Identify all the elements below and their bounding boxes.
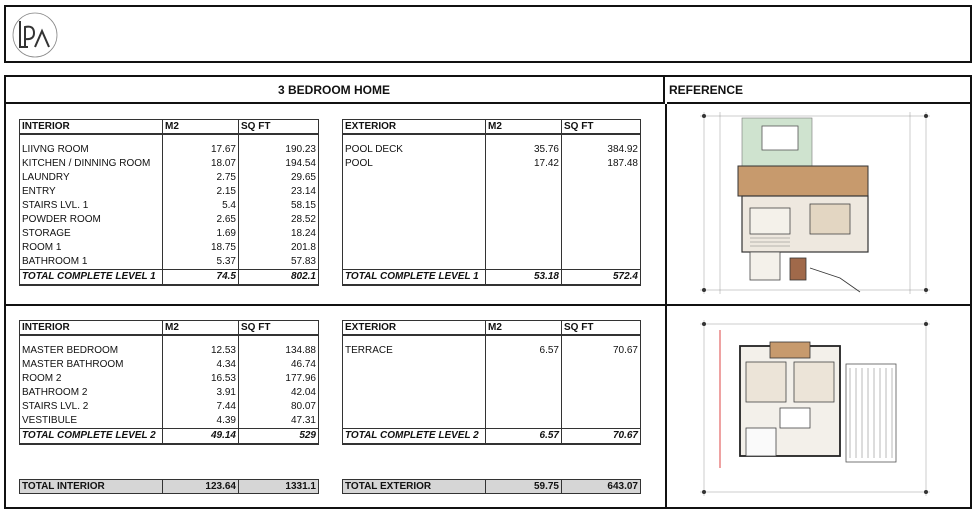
- room-m2: 2.75: [163, 171, 239, 185]
- empty-cell: [486, 358, 562, 372]
- empty-cell: [343, 213, 486, 227]
- empty-cell: [562, 171, 641, 185]
- room-name: MASTER BATHROOM: [20, 358, 163, 372]
- empty-row: [343, 358, 641, 372]
- room-m2: 35.76: [486, 143, 562, 157]
- empty-cell: [343, 227, 486, 241]
- empty-cell: [343, 255, 486, 270]
- empty-row: [343, 199, 641, 213]
- empty-cell: [562, 213, 641, 227]
- header-bar: [4, 5, 972, 63]
- level2-interior-table: [19, 320, 319, 445]
- empty-row: [343, 227, 641, 241]
- room-sqft: 47.31: [239, 414, 319, 429]
- room-sqft: 46.74: [239, 358, 319, 372]
- room-name: TERRACE: [343, 344, 486, 358]
- level1-floor-plan: [690, 108, 940, 298]
- m2-header: M2: [486, 120, 562, 135]
- sqft-header: SQ FT: [562, 120, 641, 135]
- empty-cell: [343, 400, 486, 414]
- total-label: TOTAL COMPLETE LEVEL 2: [20, 429, 163, 445]
- room-m2: 4.34: [163, 358, 239, 372]
- room-sqft: 80.07: [239, 400, 319, 414]
- total-sqft: 802.1: [239, 270, 319, 286]
- empty-row: [343, 255, 641, 270]
- table-row: [20, 372, 319, 386]
- room-name: BATHROOM 1: [20, 255, 163, 270]
- table-row: [20, 227, 319, 241]
- table-row: [20, 400, 319, 414]
- room-sqft: 194.54: [239, 157, 319, 171]
- room-name: KITCHEN / DINNING ROOM: [20, 157, 163, 171]
- room-sqft: 23.14: [239, 185, 319, 199]
- room-name: POOL DECK: [343, 143, 486, 157]
- total-m2: 49.14: [163, 429, 239, 445]
- table-row: [20, 344, 319, 358]
- empty-cell: [486, 185, 562, 199]
- total-m2: 6.57: [486, 429, 562, 445]
- empty-cell: [343, 358, 486, 372]
- table-row: [20, 171, 319, 185]
- empty-row: [343, 241, 641, 255]
- empty-cell: [486, 400, 562, 414]
- room-name: VESTIBULE: [20, 414, 163, 429]
- room-name: LAUNDRY: [20, 171, 163, 185]
- empty-cell: [562, 400, 641, 414]
- empty-cell: [562, 372, 641, 386]
- reference-title-text: REFERENCE: [669, 82, 744, 97]
- empty-cell: [486, 255, 562, 270]
- empty-row: [343, 414, 641, 429]
- empty-cell: [562, 386, 641, 400]
- room-m2: 18.07: [163, 157, 239, 171]
- total-interior-m2: 123.64: [163, 480, 239, 494]
- room-m2: 5.4: [163, 199, 239, 213]
- empty-cell: [343, 414, 486, 429]
- room-m2: 17.67: [163, 143, 239, 157]
- room-m2: 6.57: [486, 344, 562, 358]
- empty-cell: [562, 185, 641, 199]
- empty-cell: [486, 213, 562, 227]
- room-sqft: 42.04: [239, 386, 319, 400]
- sqft-header: SQ FT: [562, 321, 641, 336]
- room-m2: 12.53: [163, 344, 239, 358]
- total-interior-label: TOTAL INTERIOR: [20, 480, 163, 494]
- room-m2: 2.65: [163, 213, 239, 227]
- total-sqft: 70.67: [562, 429, 641, 445]
- table-row: [343, 143, 641, 157]
- total-exterior-m2: 59.75: [486, 480, 562, 494]
- empty-row: [343, 386, 641, 400]
- room-m2: 18.75: [163, 241, 239, 255]
- total-m2: 74.5: [163, 270, 239, 286]
- table-row: [20, 157, 319, 171]
- room-sqft: 57.83: [239, 255, 319, 270]
- total-exterior-table: [342, 479, 641, 494]
- table-row: [20, 143, 319, 157]
- room-name: STORAGE: [20, 227, 163, 241]
- room-sqft: 201.8: [239, 241, 319, 255]
- sqft-header: SQ FT: [239, 120, 319, 135]
- empty-cell: [486, 227, 562, 241]
- total-label: TOTAL COMPLETE LEVEL 1: [20, 270, 163, 286]
- room-m2: 2.15: [163, 185, 239, 199]
- empty-cell: [562, 241, 641, 255]
- total-interior-sqft: 1331.1: [239, 480, 319, 494]
- reference-title: [667, 77, 970, 104]
- empty-cell: [343, 171, 486, 185]
- total-label: TOTAL COMPLETE LEVEL 1: [343, 270, 486, 286]
- room-m2: 4.39: [163, 414, 239, 429]
- room-m2: 17.42: [486, 157, 562, 171]
- room-name: STAIRS LVL. 2: [20, 400, 163, 414]
- empty-cell: [486, 372, 562, 386]
- empty-row: [343, 372, 641, 386]
- empty-cell: [343, 185, 486, 199]
- m2-header: M2: [486, 321, 562, 336]
- empty-cell: [562, 255, 641, 270]
- exterior-header: EXTERIOR: [343, 120, 486, 135]
- room-name: ROOM 1: [20, 241, 163, 255]
- section-title: [5, 77, 665, 104]
- table-row: [343, 344, 641, 358]
- empty-cell: [486, 241, 562, 255]
- table-row: [20, 185, 319, 199]
- empty-cell: [486, 414, 562, 429]
- empty-cell: [343, 199, 486, 213]
- empty-cell: [562, 414, 641, 429]
- room-name: ENTRY: [20, 185, 163, 199]
- room-m2: 3.91: [163, 386, 239, 400]
- room-m2: 7.44: [163, 400, 239, 414]
- room-name: MASTER BEDROOM: [20, 344, 163, 358]
- total-exterior-label: TOTAL EXTERIOR: [343, 480, 486, 494]
- room-m2: 16.53: [163, 372, 239, 386]
- room-name: POWDER ROOM: [20, 213, 163, 227]
- room-m2: 5.37: [163, 255, 239, 270]
- room-name: STAIRS LVL. 1: [20, 199, 163, 213]
- room-name: LIIVNG ROOM: [20, 143, 163, 157]
- empty-cell: [562, 227, 641, 241]
- room-sqft: 384.92: [562, 143, 641, 157]
- m2-header: M2: [163, 120, 239, 135]
- room-sqft: 70.67: [562, 344, 641, 358]
- table-row: [20, 358, 319, 372]
- level2-exterior-table: [342, 320, 641, 445]
- total-m2: 53.18: [486, 270, 562, 286]
- room-sqft: 187.48: [562, 157, 641, 171]
- room-name: BATHROOM 2: [20, 386, 163, 400]
- m2-header: M2: [163, 321, 239, 336]
- table-row: [20, 386, 319, 400]
- empty-row: [343, 185, 641, 199]
- total-sqft: 572.4: [562, 270, 641, 286]
- level-divider: [5, 304, 970, 306]
- interior-header: INTERIOR: [20, 120, 163, 135]
- room-name: ROOM 2: [20, 372, 163, 386]
- empty-cell: [343, 386, 486, 400]
- room-sqft: 29.65: [239, 171, 319, 185]
- interior-header: INTERIOR: [20, 321, 163, 336]
- level1-interior-table: [19, 119, 319, 286]
- total-label: TOTAL COMPLETE LEVEL 2: [343, 429, 486, 445]
- room-sqft: 190.23: [239, 143, 319, 157]
- room-m2: 1.69: [163, 227, 239, 241]
- empty-cell: [562, 358, 641, 372]
- room-sqft: 134.88: [239, 344, 319, 358]
- empty-row: [343, 213, 641, 227]
- empty-cell: [486, 171, 562, 185]
- section-title-text: 3 BEDROOM HOME: [277, 82, 390, 97]
- empty-cell: [343, 372, 486, 386]
- room-name: POOL: [343, 157, 486, 171]
- room-sqft: 18.24: [239, 227, 319, 241]
- empty-row: [343, 171, 641, 185]
- total-interior-table: [19, 479, 319, 494]
- room-sqft: 177.96: [239, 372, 319, 386]
- empty-row: [343, 400, 641, 414]
- total-exterior-sqft: 643.07: [562, 480, 641, 494]
- table-row: [20, 255, 319, 270]
- room-sqft: 28.52: [239, 213, 319, 227]
- table-row: [20, 213, 319, 227]
- empty-cell: [486, 199, 562, 213]
- empty-cell: [486, 386, 562, 400]
- lpa-logo: [8, 9, 64, 61]
- table-row: [20, 414, 319, 429]
- empty-cell: [562, 199, 641, 213]
- level1-exterior-table: [342, 119, 641, 286]
- table-row: [20, 241, 319, 255]
- sqft-header: SQ FT: [239, 321, 319, 336]
- room-sqft: 58.15: [239, 199, 319, 213]
- level2-floor-plan: [690, 318, 940, 498]
- exterior-header: EXTERIOR: [343, 321, 486, 336]
- table-row: [20, 199, 319, 213]
- empty-cell: [343, 241, 486, 255]
- total-sqft: 529: [239, 429, 319, 445]
- table-row: [343, 157, 641, 171]
